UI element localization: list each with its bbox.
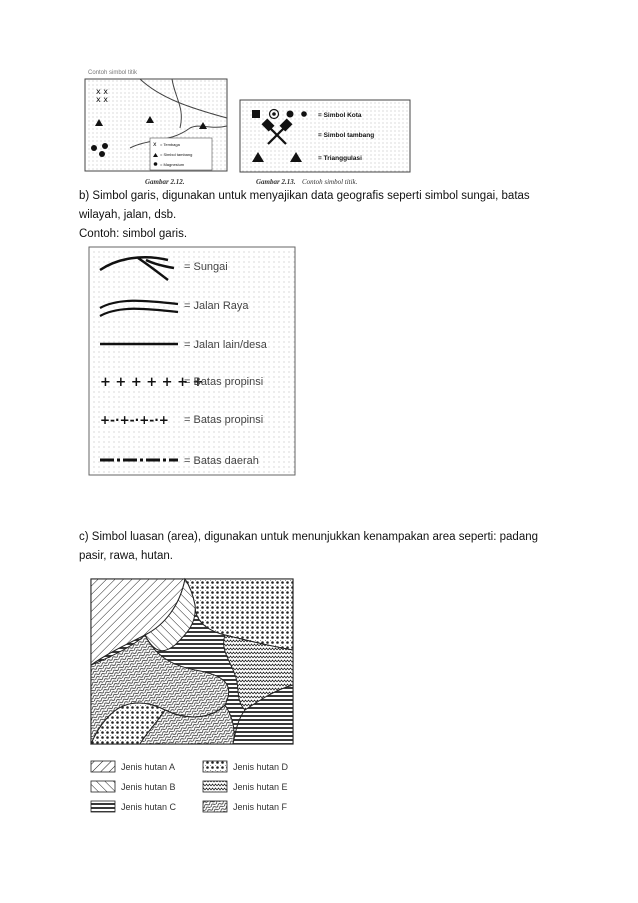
city-dot-icon <box>301 111 307 117</box>
forest-area-map <box>85 575 300 820</box>
map1-legend-copper: = Tembaga <box>160 142 180 147</box>
label-river: = Sungai <box>184 261 228 273</box>
magnesium-icon <box>102 143 108 149</box>
legend-forest-f: Jenis hutan F <box>233 802 288 812</box>
legend-city: = Simbol Kota <box>318 112 362 119</box>
legend-forest-c: Jenis hutan C <box>121 802 177 812</box>
label-main-road: = Jalan Raya <box>184 300 249 312</box>
map2-caption-bold: Gambar 2.13. <box>256 178 296 186</box>
label-province-border: = Batas propinsi <box>184 414 264 426</box>
city-dot-icon <box>287 111 294 118</box>
paragraph-line-symbols <box>79 187 559 244</box>
copper-icon <box>96 87 108 104</box>
map2-caption-rest: Contoh simbol titik. <box>302 178 358 186</box>
label-village-road: = Jalan lain/desa <box>184 339 267 351</box>
label-national-border: = Batas propinsi <box>184 376 264 388</box>
map1-legend-mine: = Simbol tambang <box>160 152 193 157</box>
legend-triangulation: = Trianggulasi <box>318 155 362 162</box>
legend-forest-b: Jenis hutan B <box>121 782 176 792</box>
para-c-line2: pasir, rawa, hutan. <box>79 550 173 562</box>
magnesium-icon <box>99 151 105 157</box>
para-b-line3: Contoh: simbol garis. <box>79 228 188 240</box>
map1-caption: Gambar 2.12. <box>145 178 185 186</box>
svg-text:x x: x x <box>96 87 109 96</box>
legend-forest-d: Jenis hutan D <box>233 762 289 772</box>
para-b-line2: wilayah, jalan, dsb. <box>79 209 177 221</box>
para-c-line1: c) Simbol luasan (area), digunakan untuk menunjukkan kenampakan area seperti: padang <box>79 531 539 543</box>
city-square-icon <box>252 110 260 118</box>
svg-text:x: x <box>153 141 157 148</box>
label-district-border: = Batas daerah <box>184 455 259 467</box>
forest-legend <box>91 761 289 812</box>
paragraph-area-symbols <box>79 528 559 566</box>
svg-text:x x: x x <box>96 95 109 104</box>
province-border-symbol: +-·+-·+-·+ <box>100 413 169 427</box>
legend-mine: = Simbol tambang <box>318 132 375 139</box>
legend-forest-a: Jenis hutan A <box>121 762 176 772</box>
legend-forest-e: Jenis hutan E <box>233 782 288 792</box>
line-symbol-legend <box>88 246 298 478</box>
point-symbol-legend <box>238 98 413 190</box>
map1-header: Contoh simbol titik <box>88 70 138 76</box>
para-b-line1: b) Simbol garis, digunakan untuk menyajikan data geografis seperti simbol sungai, batas <box>79 190 530 202</box>
map1-legend-magnesium: = Magnesium <box>160 162 185 167</box>
national-border-symbol: + + + + + + + <box>100 375 204 390</box>
magnesium-icon <box>91 145 97 151</box>
point-symbol-map <box>80 68 230 188</box>
